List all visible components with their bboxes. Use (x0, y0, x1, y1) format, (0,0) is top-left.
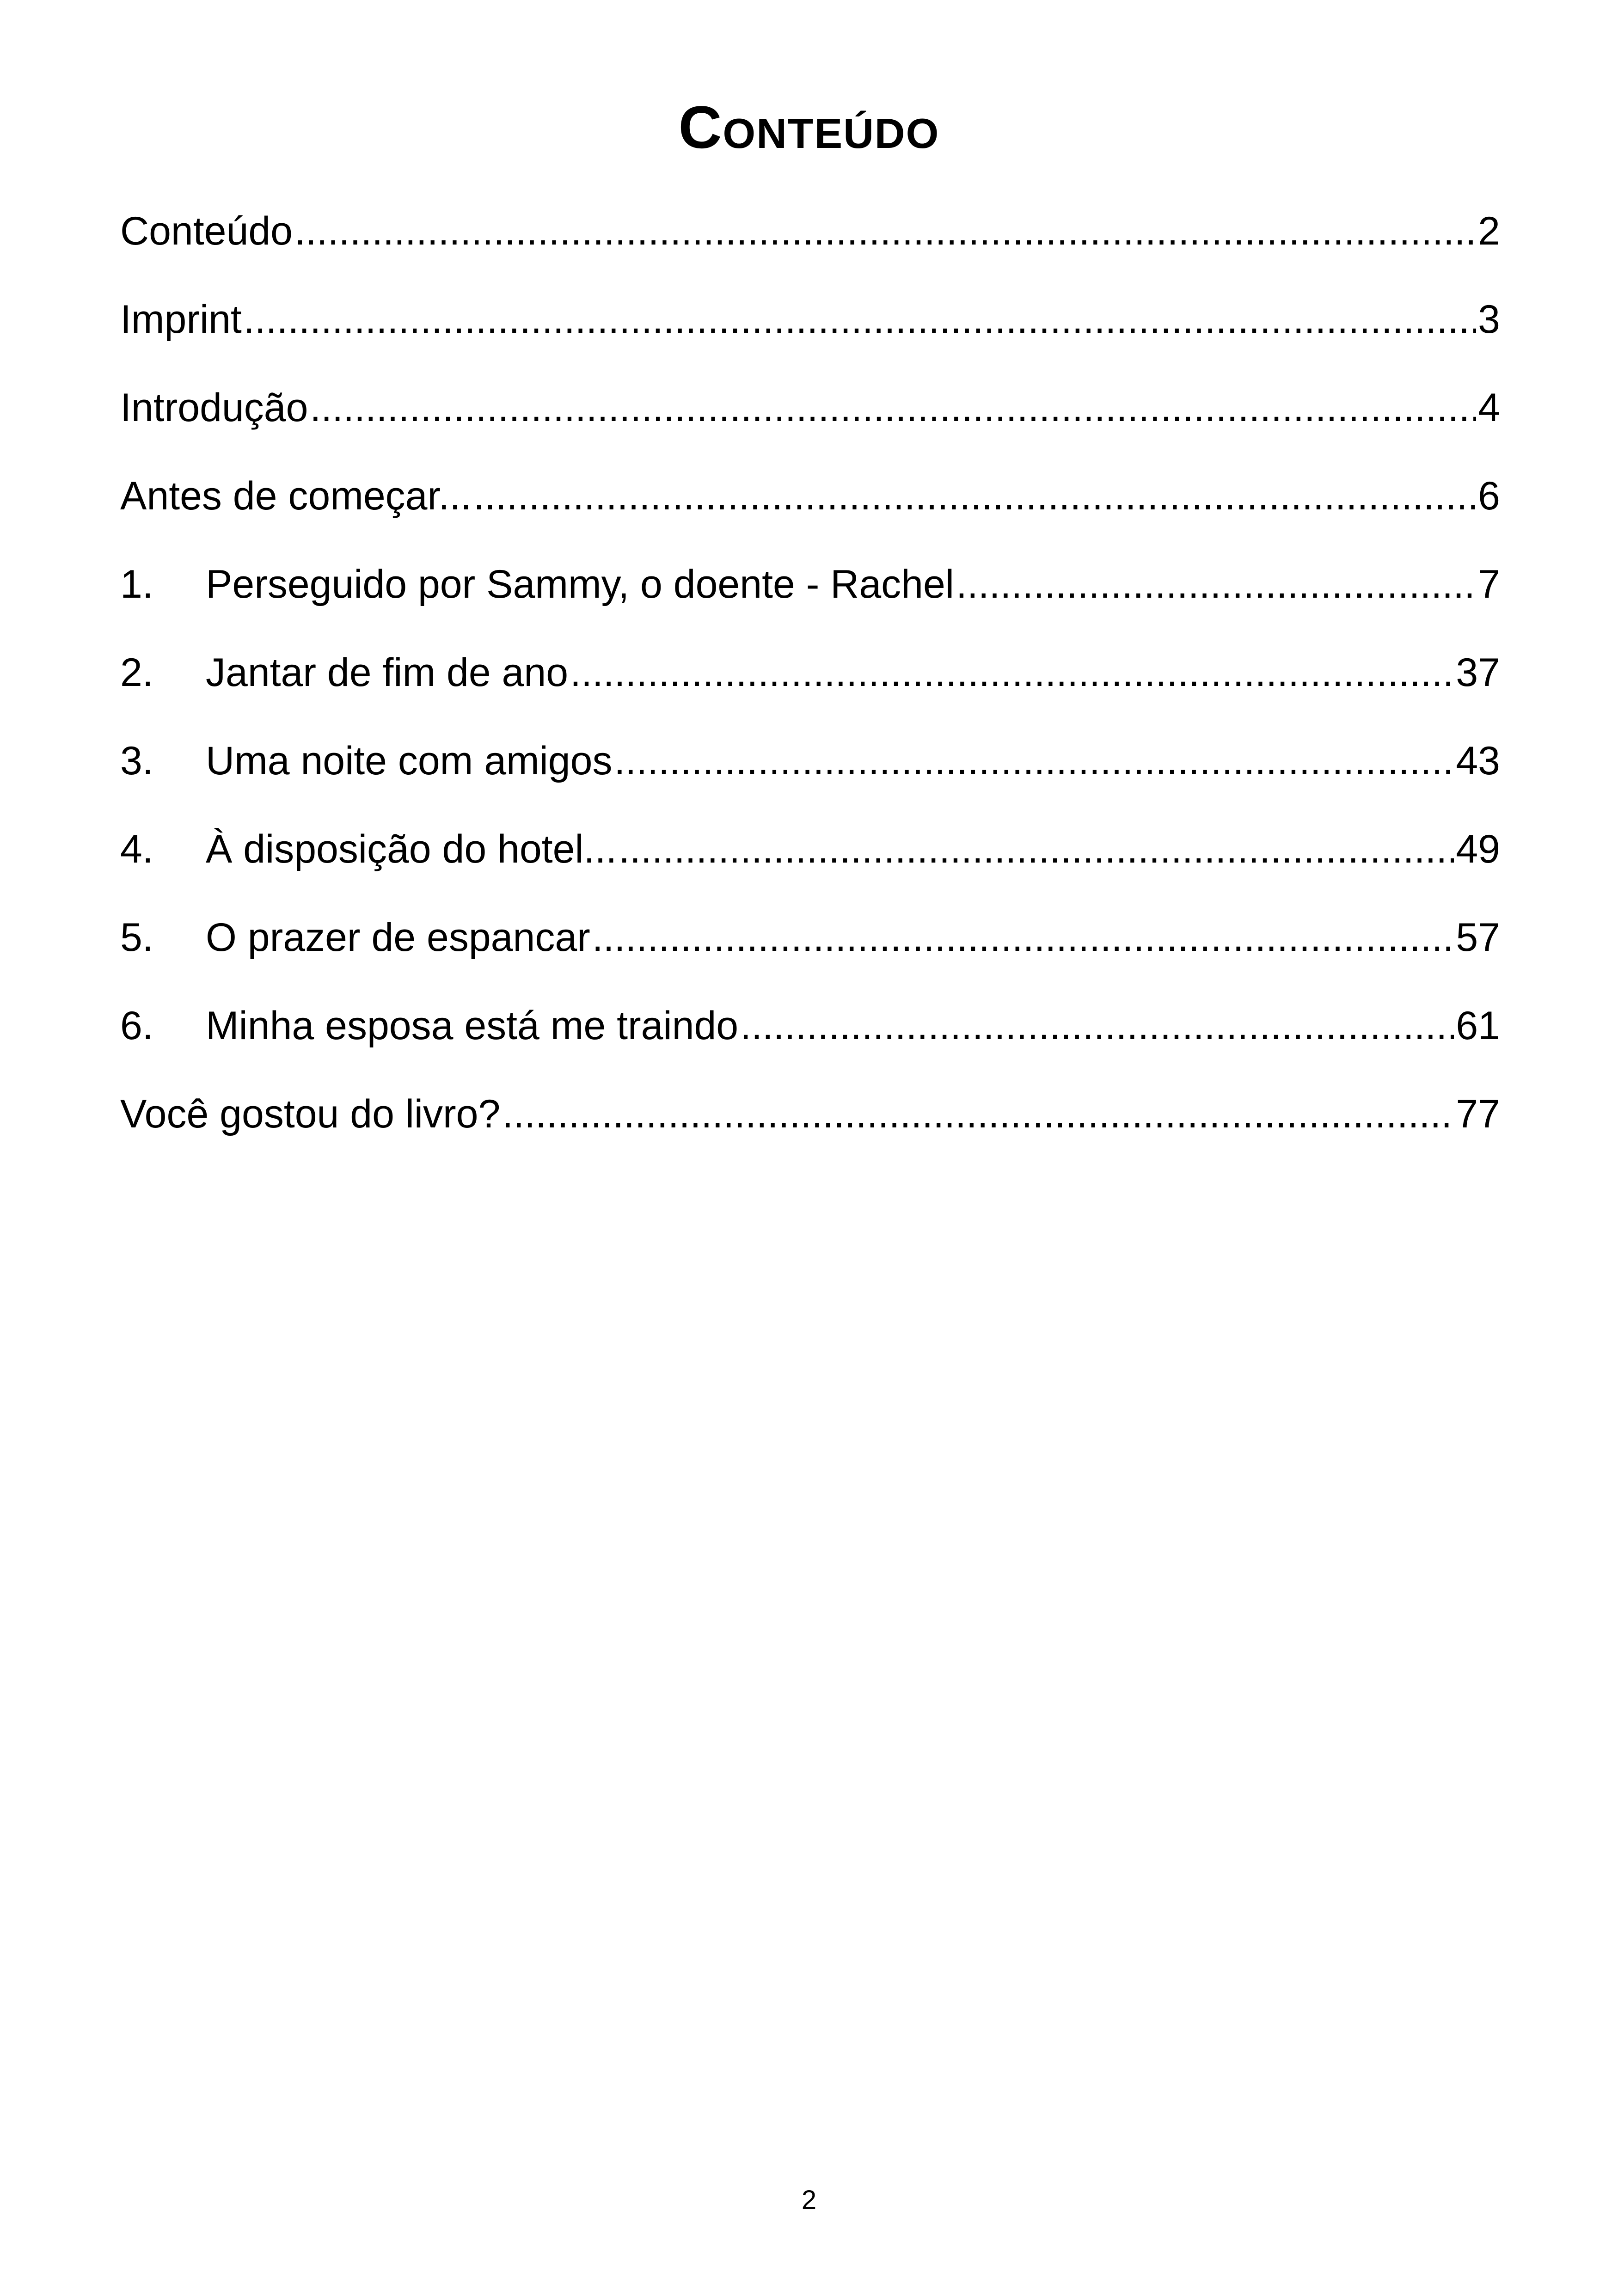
toc-entry-page: 77 (1456, 1092, 1500, 1136)
toc-dot-leader (473, 464, 1476, 528)
toc-entry-title: Antes de começar... (120, 474, 472, 518)
toc-entry[interactable] (120, 993, 1500, 1082)
toc-entry-title: Imprint (120, 297, 242, 342)
toc-entry-title: Conteúdo (120, 209, 293, 253)
toc-dot-leader (294, 199, 1476, 263)
toc-entry-page: 6 (1478, 474, 1500, 518)
toc-entry-title: À disposição do hotel... (206, 827, 617, 871)
toc-dot-leader (592, 905, 1454, 970)
toc-entry-page: 37 (1456, 650, 1500, 695)
toc-entry-number: 3. (120, 739, 153, 783)
toc-entry-title: Uma noite com amigos (206, 739, 613, 783)
toc-entry-page: 2 (1478, 209, 1500, 253)
toc-entry-number: 1. (120, 562, 153, 606)
toc-dot-leader (614, 729, 1454, 793)
toc-entry-title: O prazer de espancar (206, 915, 590, 960)
toc-entry-number: 6. (120, 1004, 153, 1048)
toc-entry[interactable] (120, 287, 1500, 375)
toc-entry[interactable] (120, 199, 1500, 287)
toc-entry-page: 49 (1456, 827, 1500, 871)
toc-entry[interactable] (120, 817, 1500, 905)
toc-entry-title: Introdução (120, 386, 308, 430)
toc-entry-page: 61 (1456, 1004, 1500, 1048)
toc-entry[interactable] (120, 464, 1500, 552)
toc-entry-number: 2. (120, 650, 153, 695)
page-title: Conteúdo (678, 93, 940, 161)
toc-entry-page: 4 (1478, 386, 1500, 430)
toc-entry[interactable] (120, 1082, 1500, 1170)
toc-entry[interactable] (120, 552, 1500, 640)
toc-dot-leader (740, 993, 1454, 1058)
table-of-contents (120, 199, 1500, 1170)
toc-entry-title: Perseguido por Sammy, o doente - Rachel (206, 562, 954, 606)
toc-entry-page: 57 (1456, 915, 1500, 960)
toc-entry-page: 3 (1478, 297, 1500, 342)
toc-entry-page: 7 (1478, 562, 1500, 606)
toc-dot-leader (502, 1082, 1454, 1146)
page-number: 2 (801, 2185, 817, 2215)
toc-entry-title: Jantar de fim de ano (206, 650, 569, 695)
toc-entry[interactable] (120, 905, 1500, 993)
toc-entry-number: 5. (120, 915, 153, 960)
toc-dot-leader (310, 375, 1476, 440)
toc-entry[interactable] (120, 729, 1500, 817)
toc-dot-leader (570, 640, 1454, 705)
toc-dot-leader (244, 287, 1476, 352)
toc-entry[interactable] (120, 375, 1500, 464)
toc-entry[interactable] (120, 640, 1500, 729)
toc-entry-title: Você gostou do livro? (120, 1092, 501, 1136)
toc-entry-page: 43 (1456, 739, 1500, 783)
toc-dot-leader (619, 817, 1454, 882)
toc-dot-leader (956, 552, 1476, 617)
toc-entry-title: Minha esposa está me traindo (206, 1004, 739, 1048)
toc-entry-number: 4. (120, 827, 153, 871)
